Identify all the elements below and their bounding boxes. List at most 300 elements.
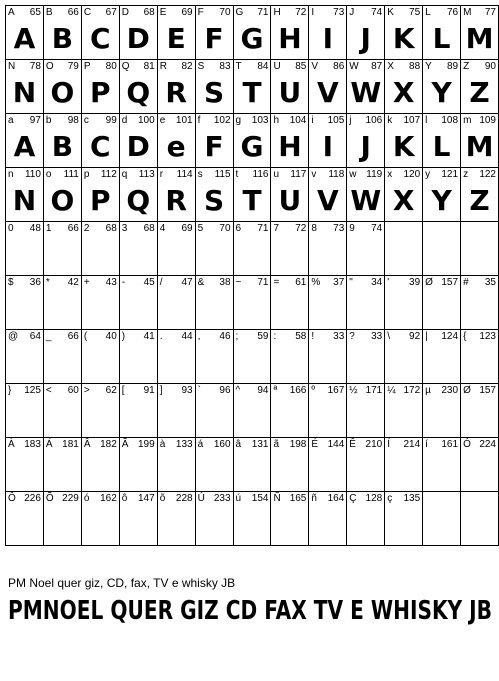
- cell-label: [271, 331, 306, 343]
- glyph-cell: [6, 6, 44, 60]
- cell-code: 86: [333, 61, 345, 72]
- glyph-cell: [461, 384, 499, 438]
- glyph-sample: T: [242, 184, 262, 217]
- cell-label: [271, 385, 306, 397]
- cell-code: 228: [175, 493, 193, 504]
- cell-code: 198: [289, 439, 307, 450]
- cell-code: 88: [409, 61, 421, 72]
- cell-character: p: [83, 169, 90, 180]
- glyph-sample: [347, 343, 384, 383]
- cell-label: [120, 277, 155, 289]
- glyph-cell: [423, 222, 461, 276]
- cell-label: [461, 493, 496, 505]
- cell-label: [44, 61, 79, 73]
- cell-code: 135: [403, 493, 421, 504]
- glyph-sample: D: [126, 22, 150, 55]
- cell-label: [196, 277, 231, 289]
- cell-character: Ú: [197, 493, 205, 504]
- cell-code: 71: [257, 223, 269, 234]
- glyph-cell: [43, 384, 81, 438]
- cell-character: t: [235, 169, 239, 180]
- glyph-cell: [157, 6, 195, 60]
- glyph-cell: [195, 276, 233, 330]
- cell-code: 34: [371, 277, 383, 288]
- glyph-cell: [195, 114, 233, 168]
- cell-code: 182: [100, 439, 117, 450]
- cell-code: 70: [219, 7, 231, 18]
- glyph-sample: W: [350, 76, 382, 109]
- cell-character: _: [45, 331, 52, 342]
- glyph-sample: [385, 451, 422, 491]
- cell-code: 62: [105, 385, 117, 396]
- glyph-cell: [461, 492, 499, 546]
- cell-label: [271, 223, 306, 235]
- cell-character: â: [235, 439, 242, 450]
- glyph-sample: Q: [126, 76, 151, 109]
- cell-code: 121: [441, 169, 459, 180]
- cell-label: [385, 115, 420, 127]
- cell-label: [44, 439, 79, 451]
- cell-code: 101: [175, 115, 193, 126]
- glyph-cell: [423, 492, 461, 546]
- glyph-cell: [157, 114, 195, 168]
- cell-code: 78: [29, 61, 41, 72]
- cell-code: 147: [138, 493, 155, 504]
- cell-code: 77: [484, 7, 496, 18]
- glyph-cell: [423, 438, 461, 492]
- cell-label: [158, 277, 193, 289]
- cell-label: [196, 223, 231, 235]
- cell-label: [271, 277, 306, 289]
- glyph-sample: C: [90, 22, 111, 55]
- cell-code: 72: [295, 223, 307, 234]
- glyph-sample: [385, 289, 422, 329]
- glyph-sample: [271, 343, 308, 383]
- grid-row: [6, 168, 499, 222]
- glyph-cell: [461, 114, 499, 168]
- cell-character: ,: [197, 331, 201, 342]
- cell-character: J: [349, 7, 355, 18]
- grid-row: [6, 114, 499, 168]
- cell-label: [309, 331, 344, 343]
- cell-character: c: [83, 115, 89, 126]
- cell-character: H: [273, 7, 281, 18]
- glyph-cell: [43, 276, 81, 330]
- glyph-sample: S: [203, 76, 225, 109]
- cell-character: v: [311, 169, 317, 180]
- cell-label: [120, 385, 155, 397]
- glyph-sample: [196, 505, 233, 545]
- cell-code: 33: [371, 331, 383, 342]
- glyph-cell: [385, 384, 423, 438]
- cell-code: 45: [143, 277, 155, 288]
- glyph-sample: [423, 451, 460, 491]
- cell-character: Í: [387, 439, 390, 450]
- glyph-cell: [233, 384, 271, 438]
- cell-code: 48: [29, 223, 41, 234]
- cell-code: 108: [441, 115, 459, 126]
- glyph-cell: [461, 168, 499, 222]
- cell-label: [347, 223, 382, 235]
- glyph-cell: [271, 114, 309, 168]
- glyph-cell: [423, 330, 461, 384]
- sample-caption: PM Noel quer giz, CD, fax, TV e whisky JB: [8, 576, 236, 590]
- glyph-cell: [6, 438, 44, 492]
- glyph-cell: [271, 438, 309, 492]
- cell-label: [44, 385, 79, 397]
- cell-code: 90: [484, 61, 496, 72]
- glyph-cell: [423, 6, 461, 60]
- glyph-sample: [385, 343, 422, 383]
- cell-character: u: [273, 169, 280, 180]
- cell-character: K: [387, 7, 394, 18]
- glyph-sample: [461, 235, 498, 275]
- cell-code: 230: [441, 385, 459, 396]
- cell-character: 3: [121, 223, 128, 234]
- glyph-sample: [461, 343, 498, 383]
- cell-character: À: [8, 439, 15, 450]
- cell-character: +: [83, 277, 90, 288]
- cell-label: [271, 493, 306, 505]
- cell-label: [6, 385, 41, 397]
- cell-label: [309, 115, 344, 127]
- cell-code: 92: [409, 331, 421, 342]
- glyph-sample: P: [90, 76, 111, 109]
- cell-character: *: [45, 277, 50, 288]
- cell-character: ": [349, 277, 353, 288]
- glyph-cell: [385, 276, 423, 330]
- cell-character: $: [8, 277, 14, 288]
- cell-code: 99: [105, 115, 117, 126]
- glyph-sample: [271, 289, 308, 329]
- glyph-sample: [120, 235, 157, 275]
- cell-character: F: [197, 7, 204, 18]
- cell-character: O: [45, 61, 54, 72]
- glyph-sample: G: [240, 22, 264, 55]
- glyph-sample: [196, 397, 233, 437]
- glyph-sample: [234, 505, 271, 545]
- cell-character: ^: [235, 385, 241, 396]
- cell-label: [82, 439, 117, 451]
- cell-label: [6, 277, 41, 289]
- glyph-sample: V: [317, 184, 339, 217]
- glyph-sample: [82, 397, 119, 437]
- glyph-sample: e: [166, 130, 186, 163]
- glyph-cell: [385, 438, 423, 492]
- cell-label: [461, 385, 496, 397]
- glyph-cell: [119, 276, 157, 330]
- cell-character: ?: [349, 331, 355, 342]
- cell-label: [6, 493, 41, 505]
- glyph-cell: [81, 222, 119, 276]
- grid-row: [6, 276, 499, 330]
- glyph-sample: B: [51, 130, 74, 163]
- glyph-cell: [233, 114, 271, 168]
- cell-code: 214: [403, 439, 421, 450]
- glyph-cell: [461, 330, 499, 384]
- cell-character: º: [311, 385, 316, 396]
- glyph-sample: M: [465, 22, 494, 55]
- cell-label: [158, 439, 193, 451]
- cell-character: Ê: [349, 439, 356, 450]
- cell-label: [234, 277, 269, 289]
- cell-code: 167: [327, 385, 345, 396]
- glyph-cell: [119, 6, 157, 60]
- cell-label: [158, 7, 193, 19]
- cell-character: A: [8, 7, 15, 18]
- glyph-cell: [43, 438, 81, 492]
- glyph-sample: P: [90, 184, 111, 217]
- cell-code: 39: [409, 277, 421, 288]
- cell-code: 164: [327, 493, 345, 504]
- cell-label: [6, 61, 41, 73]
- glyph-sample: [461, 397, 498, 437]
- cell-character: }: [8, 385, 12, 396]
- cell-label: [196, 493, 231, 505]
- glyph-cell: [119, 492, 157, 546]
- cell-code: 69: [181, 7, 193, 18]
- cell-code: 68: [143, 7, 155, 18]
- glyph-cell: [157, 276, 195, 330]
- cell-label: [6, 439, 41, 451]
- glyph-cell: [271, 330, 309, 384]
- cell-character: w: [349, 169, 357, 180]
- glyph-cell: [195, 330, 233, 384]
- glyph-sample: [271, 505, 308, 545]
- cell-character: ): [121, 331, 126, 342]
- cell-label: [44, 7, 79, 19]
- glyph-sample: [44, 289, 81, 329]
- cell-label: [120, 7, 155, 19]
- glyph-cell: [347, 168, 385, 222]
- glyph-sample: [271, 451, 308, 491]
- glyph-cell: [119, 168, 157, 222]
- cell-character: %: [311, 277, 321, 288]
- glyph-sample: [120, 505, 157, 545]
- cell-character: `: [197, 385, 201, 396]
- cell-code: 41: [143, 331, 155, 342]
- glyph-cell: [233, 168, 271, 222]
- glyph-cell: [461, 276, 499, 330]
- cell-label: [44, 169, 79, 181]
- glyph-sample: [234, 451, 271, 491]
- cell-character: ¼: [387, 385, 396, 396]
- glyph-sample: [44, 235, 81, 275]
- glyph-sample: [423, 505, 460, 545]
- cell-label: [385, 223, 420, 235]
- cell-label: [82, 115, 117, 127]
- cell-code: 97: [29, 115, 41, 126]
- glyph-sample: I: [322, 22, 334, 55]
- cell-character: d: [121, 115, 128, 126]
- glyph-cell: [309, 492, 347, 546]
- cell-code: 71: [257, 277, 269, 288]
- cell-character: Ø: [425, 277, 433, 288]
- cell-label: [234, 115, 269, 127]
- cell-character: C: [83, 7, 92, 18]
- cell-code: 172: [403, 385, 421, 396]
- cell-character: y: [425, 169, 431, 180]
- glyph-sample: [309, 289, 346, 329]
- glyph-sample: X: [392, 184, 415, 217]
- glyph-cell: [309, 276, 347, 330]
- glyph-cell: [309, 6, 347, 60]
- cell-character: q: [121, 169, 128, 180]
- glyph-cell: [43, 330, 81, 384]
- cell-character: /: [159, 277, 163, 288]
- cell-label: [347, 169, 382, 181]
- cell-code: 66: [67, 7, 79, 18]
- cell-code: 61: [295, 277, 307, 288]
- cell-label: [196, 169, 231, 181]
- cell-character: f: [197, 115, 201, 126]
- cell-character: 8: [311, 223, 317, 234]
- glyph-sample: [309, 235, 346, 275]
- cell-character: ½: [349, 385, 358, 396]
- glyph-sample: U: [278, 76, 302, 109]
- glyph-sample: [120, 451, 157, 491]
- glyph-cell: [233, 6, 271, 60]
- glyph-cell: [43, 222, 81, 276]
- cell-label: [347, 439, 382, 451]
- glyph-sample: [82, 343, 119, 383]
- glyph-sample: Q: [126, 184, 151, 217]
- character-grid: [5, 5, 499, 546]
- cell-code: 229: [62, 493, 79, 504]
- cell-character: X: [387, 61, 394, 72]
- glyph-cell: [233, 276, 271, 330]
- cell-code: 46: [219, 331, 231, 342]
- cell-code: 106: [365, 115, 383, 126]
- glyph-cell: [461, 222, 499, 276]
- cell-character: Ô: [8, 493, 16, 504]
- cell-label: [347, 7, 382, 19]
- cell-character: #: [463, 277, 469, 288]
- glyph-sample: [385, 397, 422, 437]
- cell-character: <: [45, 385, 52, 396]
- glyph-sample: G: [240, 130, 264, 163]
- cell-code: 67: [105, 7, 117, 18]
- cell-label: [423, 115, 458, 127]
- glyph-sample: [6, 343, 43, 383]
- cell-label: [158, 115, 193, 127]
- glyph-cell: [423, 384, 461, 438]
- cell-character: L: [425, 7, 431, 18]
- glyph-sample: [120, 343, 157, 383]
- cell-label: [309, 439, 344, 451]
- glyph-cell: [233, 492, 271, 546]
- cell-label: [44, 493, 79, 505]
- cell-code: 71: [257, 7, 269, 18]
- cell-code: 112: [100, 169, 117, 180]
- cell-code: 224: [479, 439, 496, 450]
- cell-code: 84: [257, 61, 269, 72]
- cell-character: W: [349, 61, 359, 72]
- cell-character: N: [8, 61, 16, 72]
- cell-character: m: [463, 115, 472, 126]
- glyph-cell: [157, 492, 195, 546]
- cell-label: [271, 439, 306, 451]
- glyph-cell: [81, 6, 119, 60]
- cell-label: [461, 115, 496, 127]
- cell-code: 120: [403, 169, 421, 180]
- cell-label: [196, 115, 231, 127]
- glyph-sample: S: [203, 184, 225, 217]
- grid-row: [6, 438, 499, 492]
- cell-label: [158, 493, 193, 505]
- cell-character: ç: [387, 493, 393, 504]
- cell-code: 128: [365, 493, 383, 504]
- cell-label: [423, 439, 458, 451]
- cell-code: 69: [181, 223, 193, 234]
- cell-character: à: [159, 439, 166, 450]
- cell-character: l: [425, 115, 428, 126]
- glyph-cell: [43, 168, 81, 222]
- glyph-sample: F: [204, 22, 224, 55]
- glyph-sample: L: [432, 130, 451, 163]
- glyph-cell: [43, 60, 81, 114]
- cell-code: 162: [100, 493, 117, 504]
- cell-code: 73: [333, 223, 345, 234]
- cell-label: [271, 7, 306, 19]
- cell-label: [347, 493, 382, 505]
- cell-label: [309, 169, 344, 181]
- cell-label: [158, 223, 193, 235]
- glyph-sample: [82, 505, 119, 545]
- cell-label: [347, 115, 382, 127]
- glyph-cell: [6, 330, 44, 384]
- cell-character: 4: [159, 223, 166, 234]
- glyph-sample: Y: [431, 184, 452, 217]
- cell-character: ó: [83, 493, 90, 504]
- cell-label: [82, 331, 117, 343]
- glyph-cell: [81, 168, 119, 222]
- cell-code: 171: [365, 385, 383, 396]
- cell-label: [309, 493, 344, 505]
- cell-label: [82, 223, 117, 235]
- cell-code: 157: [441, 277, 459, 288]
- glyph-sample: K: [392, 130, 415, 163]
- glyph-cell: [423, 60, 461, 114]
- cell-label: [234, 331, 269, 343]
- cell-character: ª: [273, 385, 278, 396]
- glyph-cell: [195, 384, 233, 438]
- grid-row: [6, 60, 499, 114]
- glyph-sample: [82, 451, 119, 491]
- cell-label: [423, 7, 458, 19]
- glyph-cell: [195, 168, 233, 222]
- glyph-cell: [309, 60, 347, 114]
- cell-label: [461, 331, 496, 343]
- cell-label: [309, 223, 344, 235]
- glyph-sample: [271, 235, 308, 275]
- cell-code: 233: [213, 493, 231, 504]
- cell-code: 160: [213, 439, 231, 450]
- glyph-cell: [347, 114, 385, 168]
- cell-code: 36: [29, 277, 41, 288]
- cell-character: õ: [159, 493, 166, 504]
- glyph-cell: [347, 60, 385, 114]
- glyph-sample: Y: [431, 76, 452, 109]
- cell-label: [385, 439, 420, 451]
- cell-character: [: [121, 385, 125, 396]
- cell-label: [423, 61, 458, 73]
- glyph-sample: [347, 397, 384, 437]
- glyph-cell: [347, 330, 385, 384]
- glyph-cell: [347, 384, 385, 438]
- cell-label: [82, 169, 117, 181]
- cell-character: e: [159, 115, 166, 126]
